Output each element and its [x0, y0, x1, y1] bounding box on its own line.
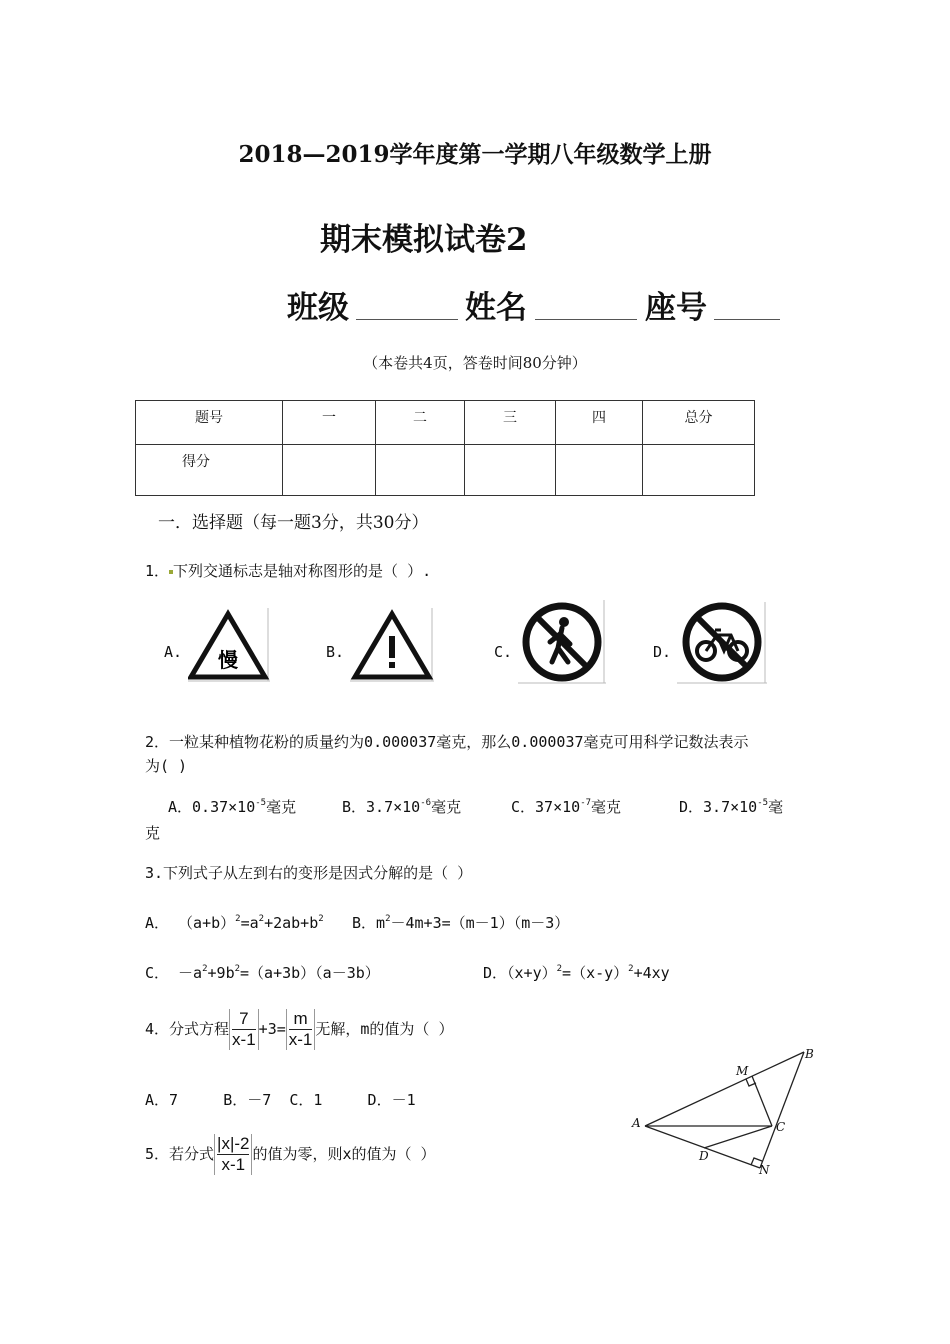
- slow-sign-icon: [188, 608, 270, 682]
- table-row: [136, 445, 755, 496]
- no-bicycle-sign-icon: [677, 602, 767, 684]
- no-pedestrian-sign-icon: [518, 600, 606, 684]
- q1-option-d-label: D.: [653, 643, 672, 661]
- q4-pre: 4．分式方程: [145, 1020, 230, 1038]
- score-cell[interactable]: [283, 445, 376, 496]
- geometry-figure: [628, 1046, 820, 1178]
- q1-number: 1．: [145, 562, 170, 580]
- q1-option-b-label: B.: [326, 643, 345, 661]
- label-a: A: [632, 1116, 641, 1130]
- q5-fraction: $\frac{|x|-2}{x-1}$: [214, 1134, 252, 1175]
- q3-option-d: D．$(x+y)^2=(x-y)^2+4xy$: [483, 964, 670, 982]
- seat-label: 座号: [645, 290, 707, 326]
- table-header-cell: 二: [376, 401, 465, 445]
- name-label: 姓名: [465, 290, 527, 326]
- question-1: [145, 560, 431, 581]
- slow-sign-text: 慢: [218, 648, 238, 672]
- warning-sign-icon: [350, 608, 434, 682]
- q2-option-c: C．$37\times 10^{-7}$毫克: [511, 798, 622, 816]
- q3-stem: 3.下列式子从左到右的变形是因式分解的是（ ）: [145, 864, 473, 882]
- q2-option-b: B．$3.7\times 10^{-6}$毫克: [342, 798, 462, 816]
- table-header-cell: 四: [556, 401, 643, 445]
- table-header-cell: 题号: [136, 401, 283, 445]
- class-label: 班级: [287, 290, 349, 326]
- table-header-cell: 一: [283, 401, 376, 445]
- label-m: M: [736, 1064, 749, 1078]
- q3-option-c: C． $-a^2+9b^2=(a+3b)(a-3b)$: [145, 964, 380, 982]
- q2-stem-line1: 2．一粒某种植物花粉的质量约为0.000037毫克，那么0.000037毫克可用科学记数法表示: [145, 733, 749, 751]
- table-row: [136, 401, 755, 445]
- q1-option-c-label: C.: [494, 643, 513, 661]
- score-cell[interactable]: [465, 445, 556, 496]
- name-blank[interactable]: [535, 318, 637, 320]
- score-cell[interactable]: [643, 445, 755, 496]
- q4-options: A．7 B．－7 C．1 D．－1: [145, 1091, 416, 1109]
- table-header-cell: 三: [465, 401, 556, 445]
- label-d: D: [699, 1149, 709, 1163]
- q3-option-a: A． $(a+b)^2=a^2+2ab+b^2$: [145, 914, 324, 932]
- q5-pre: 5．若分式: [145, 1145, 215, 1163]
- q1-stem: 下列交通标志是轴对称图形的是（ ）.: [173, 562, 432, 580]
- q2-option-a: A．$0.37\times 10^{-5}$毫克: [168, 798, 297, 816]
- title-line2: 期末模拟试卷2: [320, 222, 528, 258]
- seat-blank[interactable]: [714, 318, 780, 320]
- q3-option-b: B．$m^2-4m+3=(m-1)(m-3)$: [352, 914, 570, 932]
- exam-note: （本卷共4页，答卷时间80分钟）: [363, 354, 587, 372]
- q2-option-d-wrap: 克: [145, 824, 161, 842]
- score-table: [135, 400, 755, 496]
- q2-stem-line2: 为( ): [145, 757, 188, 775]
- line-dc: [704, 1126, 772, 1148]
- label-c: C: [776, 1120, 786, 1134]
- label-n: N: [759, 1163, 770, 1177]
- score-row-label: 得分: [136, 445, 283, 496]
- q4-mid: +3=: [258, 1020, 286, 1038]
- question-4: [145, 1009, 453, 1050]
- q5-post: 的值为零，则x的值为（ ）: [252, 1145, 436, 1163]
- section-title: 一．选择题（每一题3分，共30分）: [158, 513, 429, 533]
- question-5: [145, 1134, 436, 1175]
- score-cell[interactable]: [556, 445, 643, 496]
- q1-option-a-label: A.: [164, 643, 183, 661]
- q4-fraction-2: $\frac{m}{x-1}$: [286, 1009, 316, 1050]
- q4-post: 无解，m的值为（ ）: [315, 1020, 454, 1038]
- class-blank[interactable]: [356, 318, 458, 320]
- title-line1: 2018—2019学年度第一学期八年级数学上册: [238, 141, 712, 168]
- q2-option-d: D．$3.7\times 10^{-5}$毫: [679, 798, 784, 816]
- label-b: B: [805, 1047, 814, 1061]
- table-header-cell: 总分: [643, 401, 755, 445]
- score-cell[interactable]: [376, 445, 465, 496]
- q4-fraction-1: $\frac{7}{x-1}$: [229, 1009, 259, 1050]
